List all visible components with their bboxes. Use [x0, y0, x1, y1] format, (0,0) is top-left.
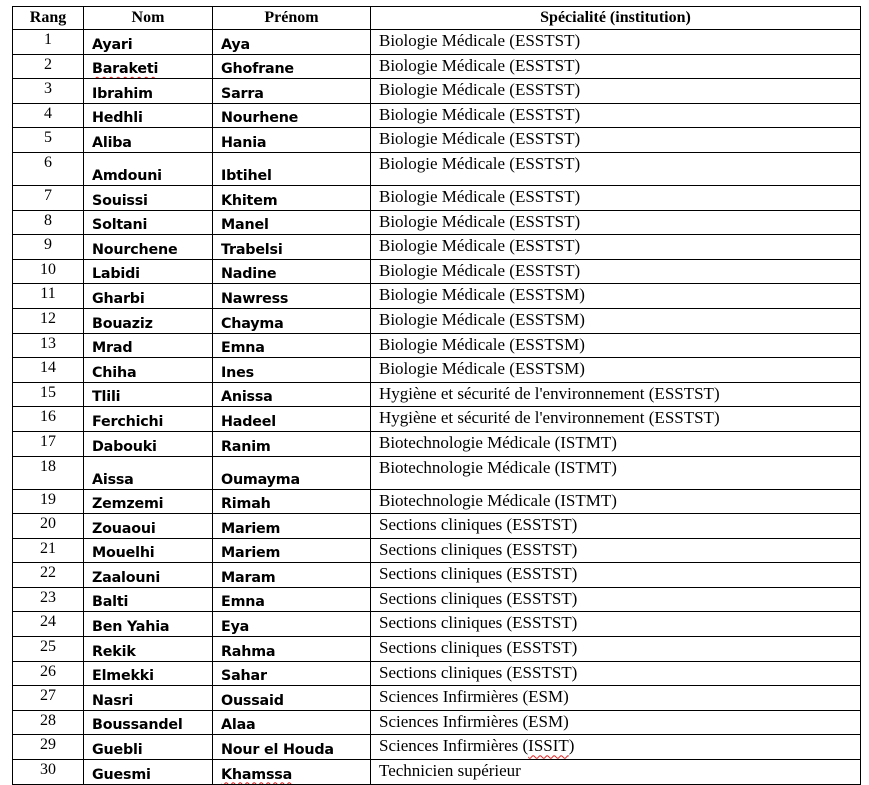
header-row: [13, 7, 861, 30]
prenom-cell: Emna: [213, 333, 371, 358]
header-rang: Rang: [13, 7, 84, 30]
prenom-cell: Oumayma: [213, 456, 371, 489]
specialite-cell: Sections cliniques (ESSTST): [371, 563, 861, 588]
specialite-cell: Biologie Médicale (ESSTSM): [371, 308, 861, 333]
nom-cell: Bouaziz: [84, 308, 213, 333]
rang-cell: 17: [13, 431, 84, 456]
prenom-cell: Ines: [213, 358, 371, 383]
specialite-cell: Technicien supérieur: [371, 760, 861, 785]
rang-cell: 1: [13, 30, 84, 55]
specialite-cell: Sciences Infirmières (ISSIT): [371, 735, 861, 760]
nom-cell: Aliba: [84, 128, 213, 153]
rang-cell: 28: [13, 710, 84, 735]
prenom-cell: Sarra: [213, 79, 371, 104]
specialite-cell: Biologie Médicale (ESSTSM): [371, 333, 861, 358]
table-row: [13, 358, 861, 383]
rang-cell: 29: [13, 735, 84, 760]
prenom-cell: Hadeel: [213, 407, 371, 432]
nom-cell: Zemzemi: [84, 489, 213, 514]
specialite-cell: Biologie Médicale (ESSTST): [371, 30, 861, 55]
nom-text: Baraketi: [92, 61, 159, 78]
prenom-cell: Mariem: [213, 538, 371, 563]
nom-cell: Zouaoui: [84, 514, 213, 539]
nom-cell: Gharbi: [84, 284, 213, 309]
nom-cell: Zaalouni: [84, 563, 213, 588]
table-row: [13, 185, 861, 210]
nom-cell: Chiha: [84, 358, 213, 383]
nom-cell: Boussandel: [84, 710, 213, 735]
nom-cell: Mrad: [84, 333, 213, 358]
table-row: [13, 637, 861, 662]
rang-cell: 12: [13, 308, 84, 333]
prenom-cell: Chayma: [213, 308, 371, 333]
nom-cell: Souissi: [84, 185, 213, 210]
rang-cell: 18: [13, 456, 84, 489]
nom-cell: Hedhli: [84, 103, 213, 128]
nom-cell: Nourchene: [84, 235, 213, 260]
table-row: [13, 152, 861, 185]
table-row: [13, 333, 861, 358]
table-row: [13, 489, 861, 514]
header-nom: Nom: [84, 7, 213, 30]
header-specialite: Spécialité (institution): [371, 7, 861, 30]
table-row: [13, 612, 861, 637]
rang-cell: 16: [13, 407, 84, 432]
table-row: [13, 760, 861, 785]
table-row: [13, 54, 861, 79]
specialite-cell: Sciences Infirmières (ESM): [371, 710, 861, 735]
prenom-cell: Maram: [213, 563, 371, 588]
nom-cell: Balti: [84, 587, 213, 612]
specialite-cell: Biologie Médicale (ESSTST): [371, 210, 861, 235]
rang-cell: 14: [13, 358, 84, 383]
specialite-cell: Biologie Médicale (ESSTST): [371, 259, 861, 284]
table-row: [13, 431, 861, 456]
table-row: [13, 382, 861, 407]
specialite-cell: Sections cliniques (ESSTST): [371, 612, 861, 637]
specialite-cell: Biologie Médicale (ESSTST): [371, 79, 861, 104]
table-row: [13, 661, 861, 686]
prenom-cell: Oussaid: [213, 686, 371, 711]
rang-cell: 27: [13, 686, 84, 711]
prenom-cell: Ibtihel: [213, 152, 371, 185]
prenom-cell: Mariem: [213, 514, 371, 539]
table-row: [13, 259, 861, 284]
specialite-cell: Hygiène et sécurité de l'environnement (ESSTST): [371, 382, 861, 407]
specialite-cell: Biologie Médicale (ESSTSM): [371, 358, 861, 383]
nom-cell: Soltani: [84, 210, 213, 235]
specialite-cell: Sections cliniques (ESSTST): [371, 661, 861, 686]
prenom-cell: Hania: [213, 128, 371, 153]
rang-cell: 24: [13, 612, 84, 637]
specialite-cell: Sciences Infirmières (ESM): [371, 686, 861, 711]
rang-cell: 2: [13, 54, 84, 79]
nom-cell: Tlili: [84, 382, 213, 407]
specialite-cell: Biotechnologie Médicale (ISTMT): [371, 431, 861, 456]
prenom-cell: [213, 760, 371, 785]
prenom-cell: Ghofrane: [213, 54, 371, 79]
table-row: [13, 514, 861, 539]
table-row: [13, 79, 861, 104]
specialite-cell: Sections cliniques (ESSTST): [371, 637, 861, 662]
specialite-cell: Biologie Médicale (ESSTST): [371, 185, 861, 210]
prenom-text: Khamssa: [221, 766, 293, 783]
nom-cell: Guesmi: [84, 760, 213, 785]
rang-cell: 8: [13, 210, 84, 235]
table-row: [13, 103, 861, 128]
ranking-table: [12, 6, 861, 785]
specialite-cell: Biotechnologie Médicale (ISTMT): [371, 489, 861, 514]
prenom-cell: Ranim: [213, 431, 371, 456]
rang-cell: 3: [13, 79, 84, 104]
specialite-cell: Biologie Médicale (ESSTSM): [371, 284, 861, 309]
nom-cell: Aissa: [84, 456, 213, 489]
nom-cell: Dabouki: [84, 431, 213, 456]
rang-cell: 10: [13, 259, 84, 284]
specialite-cell: Biotechnologie Médicale (ISTMT): [371, 456, 861, 489]
table-row: [13, 710, 861, 735]
rang-cell: 11: [13, 284, 84, 309]
table-row: [13, 587, 861, 612]
table-row: [13, 563, 861, 588]
prenom-cell: Nourhene: [213, 103, 371, 128]
specialite-cell: Biologie Médicale (ESSTST): [371, 235, 861, 260]
table-row: [13, 735, 861, 760]
spellcheck-word: ISSIT: [528, 736, 569, 756]
prenom-cell: Rahma: [213, 637, 371, 662]
prenom-cell: Nadine: [213, 259, 371, 284]
specialite-cell: Hygiène et sécurité de l'environnement (ESSTST): [371, 407, 861, 432]
table-row: [13, 538, 861, 563]
nom-cell: Mouelhi: [84, 538, 213, 563]
table-row: [13, 235, 861, 260]
nom-cell: Labidi: [84, 259, 213, 284]
rang-cell: 19: [13, 489, 84, 514]
prenom-cell: Nawress: [213, 284, 371, 309]
nom-cell: Nasri: [84, 686, 213, 711]
nom-cell: Elmekki: [84, 661, 213, 686]
rang-cell: 9: [13, 235, 84, 260]
rang-cell: 15: [13, 382, 84, 407]
rang-cell: 6: [13, 152, 84, 185]
nom-cell: Ben Yahia: [84, 612, 213, 637]
rang-cell: 7: [13, 185, 84, 210]
nom-cell: Guebli: [84, 735, 213, 760]
specialite-cell: Biologie Médicale (ESSTST): [371, 54, 861, 79]
rang-cell: 30: [13, 760, 84, 785]
rang-cell: 21: [13, 538, 84, 563]
prenom-cell: Khitem: [213, 185, 371, 210]
rang-cell: 26: [13, 661, 84, 686]
table-row: [13, 210, 861, 235]
prenom-cell: Trabelsi: [213, 235, 371, 260]
nom-cell: Rekik: [84, 637, 213, 662]
specialite-cell: Sections cliniques (ESSTST): [371, 587, 861, 612]
specialite-cell: Biologie Médicale (ESSTST): [371, 152, 861, 185]
table-row: [13, 284, 861, 309]
prenom-cell: Rimah: [213, 489, 371, 514]
nom-cell: Ferchichi: [84, 407, 213, 432]
rang-cell: 4: [13, 103, 84, 128]
specialite-cell: Biologie Médicale (ESSTST): [371, 128, 861, 153]
nom-cell: [84, 54, 213, 79]
prenom-cell: Anissa: [213, 382, 371, 407]
rang-cell: 23: [13, 587, 84, 612]
nom-cell: Amdouni: [84, 152, 213, 185]
table-row: [13, 686, 861, 711]
table-row: [13, 407, 861, 432]
rang-cell: 22: [13, 563, 84, 588]
nom-cell: Ibrahim: [84, 79, 213, 104]
prenom-cell: Manel: [213, 210, 371, 235]
table-row: [13, 456, 861, 489]
table-row: [13, 30, 861, 55]
prenom-cell: Aya: [213, 30, 371, 55]
specialite-cell: Biologie Médicale (ESSTST): [371, 103, 861, 128]
specialite-cell: Sections cliniques (ESSTST): [371, 538, 861, 563]
prenom-cell: Nour el Houda: [213, 735, 371, 760]
rang-cell: 25: [13, 637, 84, 662]
prenom-cell: Sahar: [213, 661, 371, 686]
header-prenom: Prénom: [213, 7, 371, 30]
table-row: [13, 308, 861, 333]
prenom-cell: Alaa: [213, 710, 371, 735]
table-row: [13, 128, 861, 153]
prenom-cell: Emna: [213, 587, 371, 612]
rang-cell: 5: [13, 128, 84, 153]
rang-cell: 13: [13, 333, 84, 358]
specialite-cell: Sections cliniques (ESSTST): [371, 514, 861, 539]
rang-cell: 20: [13, 514, 84, 539]
nom-cell: Ayari: [84, 30, 213, 55]
prenom-cell: Eya: [213, 612, 371, 637]
